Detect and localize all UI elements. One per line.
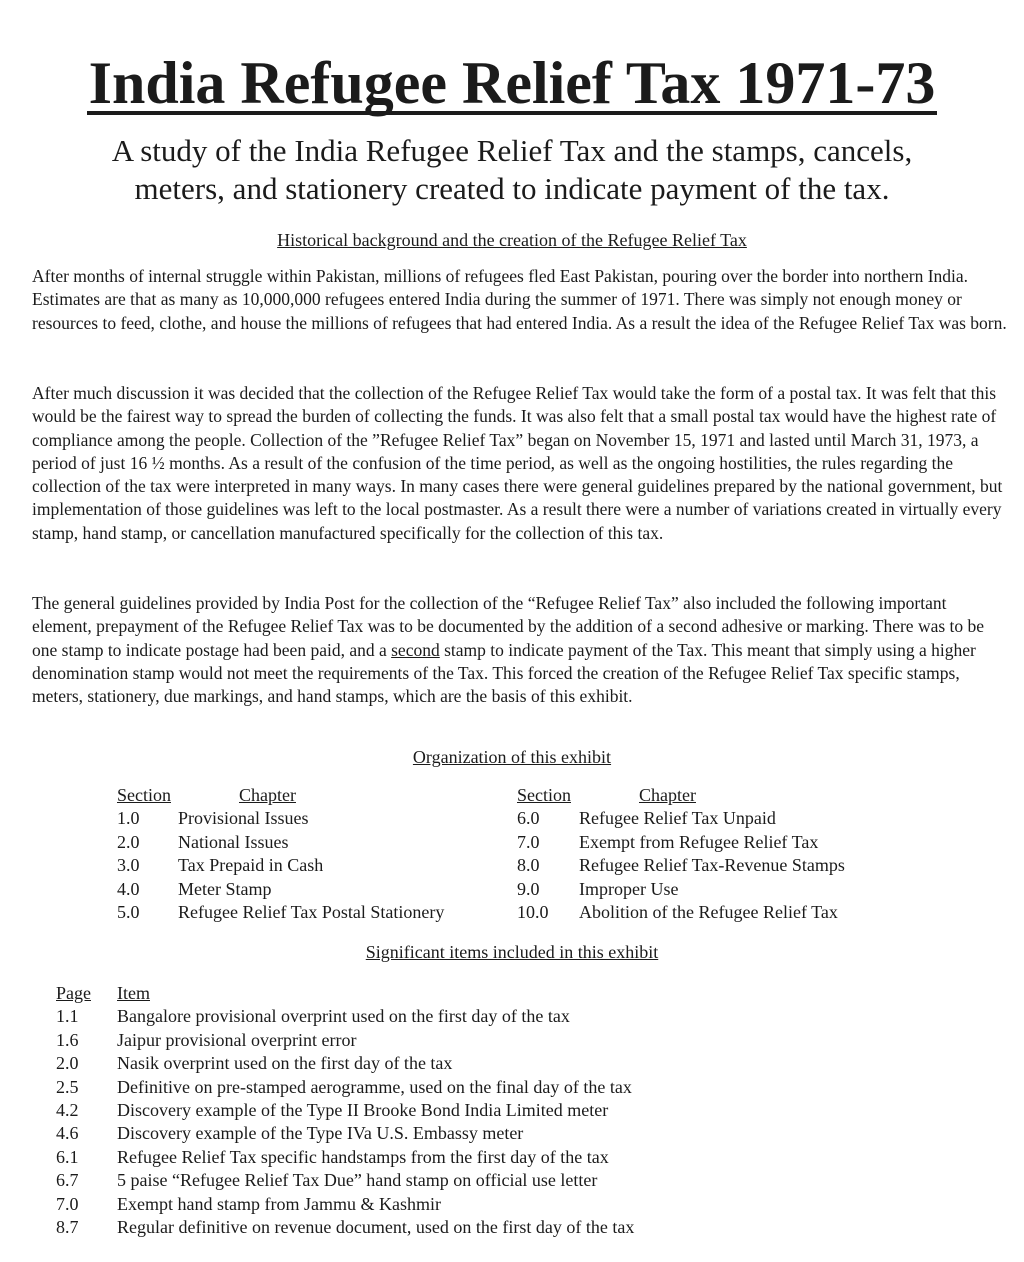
table-row: [56, 1216, 634, 1239]
significant-items-heading: Significant items included in this exhibit: [365, 942, 659, 962]
chapter-name: Refugee Relief Tax Unpaid: [579, 808, 776, 829]
section-column-header: Section: [117, 785, 171, 805]
item-column-header: Item: [117, 983, 150, 1003]
table-header-row: [56, 982, 634, 1005]
item-page: 2.5: [56, 1076, 79, 1097]
table-row: [517, 807, 845, 830]
section-number: 3.0: [117, 855, 140, 876]
section-column-header: Section: [517, 785, 571, 805]
table-row: [56, 1146, 634, 1169]
table-row: [117, 878, 444, 901]
table-row: [56, 1193, 634, 1216]
chapter-column-header: Chapter: [639, 785, 696, 805]
section-number: 10.0: [517, 902, 549, 923]
significant-items-table: [56, 982, 634, 1239]
chapter-name: Tax Prepaid in Cash: [178, 855, 324, 876]
page-title: [0, 50, 1024, 116]
paragraph-postal-tax: After much discussion it was decided that the collection of the Refugee Relief Tax would take the form of a postal tax. It was felt that this would be the fairest way to spread the burden of collecting the funds. It was also felt that a small postal tax would have the highest rate of compliance among the people. Collection of the ”Refugee Relief Tax” began on November 15, 1971 and lasted until March 31, 1973, a period of just 16 ½ months. As a result of the confusion of the time period, as well as the ongoing hostilities, the rules regarding the collection of the tax were interpreted in many ways. In many cases there were general guidelines prepared by the national government, but implementation of those guidelines was left to the local postmaster. As a result there were a number of variations created in virtually every stamp, hand stamp, or cancellation manufactured specifically for the collection of this tax.: [32, 383, 1003, 543]
section-number: 5.0: [117, 902, 140, 923]
section-number: 1.0: [117, 808, 140, 829]
table-row: [56, 1169, 634, 1192]
paragraph-guidelines-start: The general guidelines provided by India Post for the collection of the “Refugee Relief Tax” also included the following important element, prepayment of the Refugee Relief Tax was to be documented by the addition of a second adhesive or marking. There was to be one stamp to indicate postage had been paid, and a: [32, 593, 985, 660]
subtitle-line: A study of the India Refugee Relief Tax and the stamps, cancels,: [111, 133, 913, 168]
item-page: 6.1: [56, 1146, 79, 1167]
chapter-name: Improper Use: [579, 878, 679, 899]
item-page: 2.0: [56, 1053, 79, 1074]
page-subtitle: [40, 132, 984, 208]
table-row: [56, 1122, 634, 1145]
table-row: [56, 1029, 634, 1052]
chapter-name: Provisional Issues: [178, 808, 309, 829]
item-page: 7.0: [56, 1193, 79, 1214]
chapter-name: Refugee Relief Tax-Revenue Stamps: [579, 855, 845, 876]
item-description: Jaipur provisional overprint error: [117, 1029, 357, 1050]
item-description: Exempt hand stamp from Jammu & Kashmir: [117, 1193, 441, 1214]
table-row: [56, 1099, 634, 1122]
organization-table-right: [517, 784, 845, 924]
table-row: [56, 1076, 634, 1099]
table-row: [117, 807, 444, 830]
chapter-name: Meter Stamp: [178, 878, 272, 899]
page-column-header: Page: [56, 983, 91, 1003]
item-description: Discovery example of the Type II Brooke Bond India Limited meter: [117, 1100, 609, 1121]
historical-heading: Historical background and the creation of the Refugee Relief Tax: [277, 230, 747, 250]
item-page: 6.7: [56, 1170, 79, 1191]
section-number: 4.0: [117, 878, 140, 899]
item-page: 4.6: [56, 1123, 79, 1144]
table-header-row: [517, 784, 845, 807]
page-title-text: India Refugee Relief Tax 1971-73: [88, 50, 936, 116]
chapter-column-header: Chapter: [239, 785, 296, 805]
chapter-name: Abolition of the Refugee Relief Tax: [579, 902, 838, 923]
chapter-name: National Issues: [178, 831, 289, 852]
table-row: [117, 854, 444, 877]
paragraph-guidelines-end: stamp to indicate payment of the Tax. This meant that simply using a higher denomination stamp would not meet the requirements of the Tax. This forced the creation of the Refugee Relief Tax specific stamps, meters, stationery, due markings, and hand stamps, which are the basis of this exhibit.: [32, 639, 976, 707]
item-description: Refugee Relief Tax specific handstamps from the first day of the tax: [117, 1146, 609, 1167]
chapter-name: Exempt from Refugee Relief Tax: [579, 831, 819, 852]
organization-heading: Organization of this exhibit: [412, 747, 612, 767]
paragraph-guidelines: [32, 592, 1007, 708]
paragraph-background: After months of internal struggle within Pakistan, millions of refugees fled East Pakistan, pouring over the border into northern India. Estimates are that as many as 10,000,000 refugees entered India during the summer of 1971. There was simply not enough money or resources to feed, clothe, and house the millions of refugees that had entered India. As a result the idea of the Refugee Relief Tax was born.: [32, 266, 1007, 333]
table-row: [117, 831, 444, 854]
item-description: Nasik overprint used on the first day of the tax: [117, 1053, 453, 1074]
table-row: [517, 878, 845, 901]
section-number: 8.0: [517, 855, 540, 876]
organization-table-left: [117, 784, 444, 924]
item-description: Regular definitive on revenue document, used on the first day of the tax: [117, 1217, 635, 1238]
section-number: 2.0: [117, 831, 140, 852]
table-header-row: [117, 784, 444, 807]
table-row: [517, 901, 845, 924]
emphasis-second: second: [391, 639, 440, 660]
item-description: Discovery example of the Type IVa U.S. Embassy meter: [117, 1123, 524, 1144]
table-row: [117, 901, 444, 924]
item-page: 1.1: [56, 1006, 79, 1027]
table-row: [56, 1005, 634, 1028]
item-description: Definitive on pre-stamped aerogramme, used on the final day of the tax: [117, 1076, 632, 1097]
table-row: [517, 831, 845, 854]
section-number: 9.0: [517, 878, 540, 899]
item-page: 8.7: [56, 1217, 79, 1238]
subtitle-line: meters, and stationery created to indicate payment of the tax.: [134, 171, 890, 206]
item-description: 5 paise “Refugee Relief Tax Due” hand stamp on official use letter: [117, 1170, 598, 1191]
section-number: 6.0: [517, 808, 540, 829]
table-row: [56, 1052, 634, 1075]
item-page: 1.6: [56, 1029, 79, 1050]
chapter-name: Refugee Relief Tax Postal Stationery: [178, 902, 445, 923]
section-number: 7.0: [517, 831, 540, 852]
item-page: 4.2: [56, 1100, 79, 1121]
table-row: [517, 854, 845, 877]
item-description: Bangalore provisional overprint used on the first day of the tax: [117, 1006, 570, 1027]
